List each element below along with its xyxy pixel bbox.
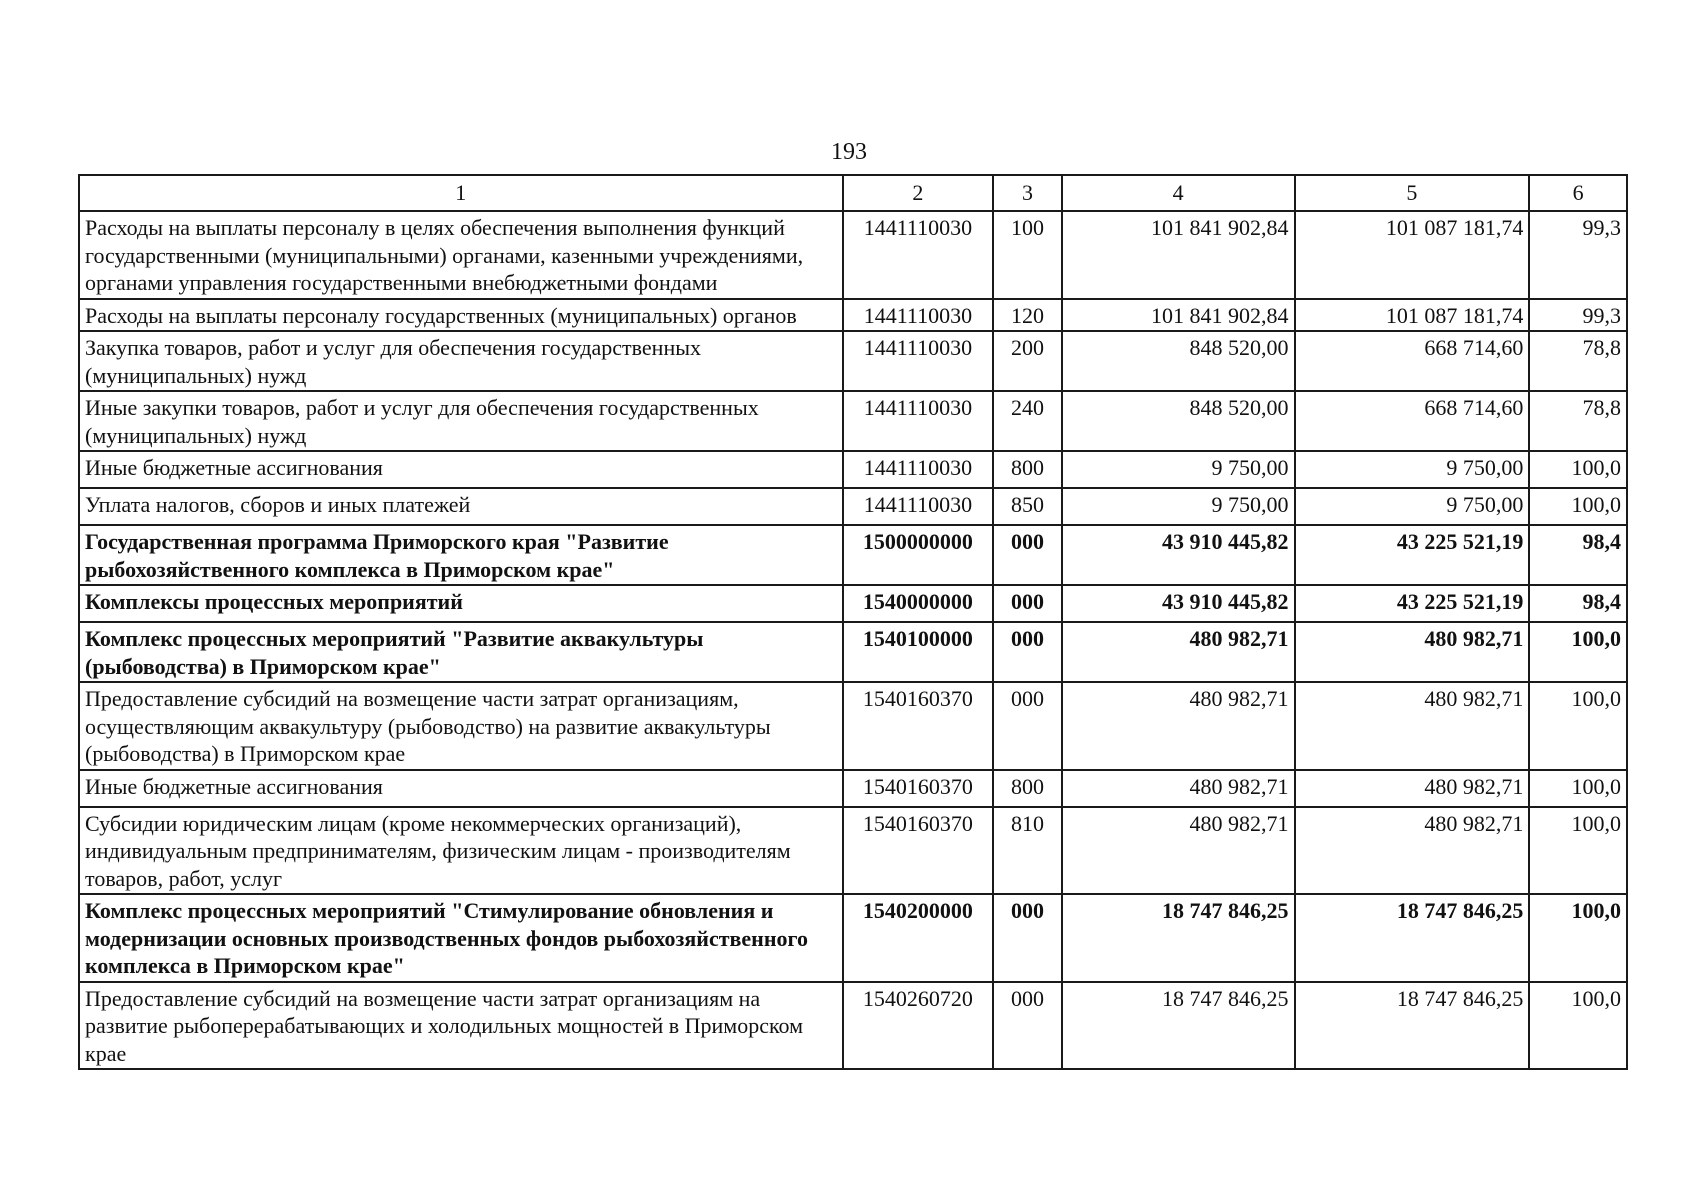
table-row	[79, 488, 1627, 525]
target-code: 1500000000	[843, 525, 994, 585]
expense-name: Государственная программа Приморского края "Развитие рыбохозяйственного комплекса в Приморском крае"	[79, 525, 843, 585]
target-code: 1441110030	[843, 299, 994, 332]
table-row	[79, 807, 1627, 895]
planned-amount: 480 982,71	[1062, 622, 1295, 682]
expense-name: Уплата налогов, сборов и иных платежей	[79, 488, 843, 525]
expense-type-code: 240	[993, 391, 1062, 451]
execution-percent: 100,0	[1529, 807, 1627, 895]
actual-amount: 18 747 846,25	[1295, 894, 1530, 982]
expense-name: Иные закупки товаров, работ и услуг для обеспечения государственных (муниципальных) нужд	[79, 391, 843, 451]
actual-amount: 480 982,71	[1295, 807, 1530, 895]
planned-amount: 18 747 846,25	[1062, 982, 1295, 1070]
planned-amount: 101 841 902,84	[1062, 211, 1295, 299]
expense-name: Субсидии юридическим лицам (кроме некоммерческих организаций), индивидуальным предпринимателям, физическим лицам - производителям товаров, работ, услуг	[79, 807, 843, 895]
table-row	[79, 451, 1627, 488]
execution-percent: 99,3	[1529, 299, 1627, 332]
table-row	[79, 770, 1627, 807]
target-code: 1441110030	[843, 488, 994, 525]
target-code: 1441110030	[843, 211, 994, 299]
planned-amount: 480 982,71	[1062, 770, 1295, 807]
target-code: 1441110030	[843, 451, 994, 488]
column-number: 2	[843, 175, 994, 211]
target-code: 1540160370	[843, 807, 994, 895]
execution-percent: 100,0	[1529, 451, 1627, 488]
actual-amount: 480 982,71	[1295, 682, 1530, 770]
expense-type-code: 800	[993, 770, 1062, 807]
execution-percent: 100,0	[1529, 682, 1627, 770]
expense-name: Иные бюджетные ассигнования	[79, 770, 843, 807]
execution-percent: 98,4	[1529, 585, 1627, 622]
column-number: 6	[1529, 175, 1627, 211]
execution-percent: 98,4	[1529, 525, 1627, 585]
column-number: 3	[993, 175, 1062, 211]
table-row	[79, 211, 1627, 299]
target-code: 1441110030	[843, 331, 994, 391]
execution-percent: 100,0	[1529, 982, 1627, 1070]
execution-percent: 100,0	[1529, 894, 1627, 982]
target-code: 1540160370	[843, 770, 994, 807]
planned-amount: 43 910 445,82	[1062, 585, 1295, 622]
budget-table	[78, 174, 1628, 1070]
actual-amount: 101 087 181,74	[1295, 299, 1530, 332]
actual-amount: 9 750,00	[1295, 488, 1530, 525]
planned-amount: 848 520,00	[1062, 331, 1295, 391]
planned-amount: 18 747 846,25	[1062, 894, 1295, 982]
expense-type-code: 000	[993, 525, 1062, 585]
target-code: 1441110030	[843, 391, 994, 451]
table-row-program	[79, 525, 1627, 585]
actual-amount: 43 225 521,19	[1295, 525, 1530, 585]
expense-name: Закупка товаров, работ и услуг для обеспечения государственных (муниципальных) нужд	[79, 331, 843, 391]
table-row-program	[79, 622, 1627, 682]
target-code: 1540100000	[843, 622, 994, 682]
planned-amount: 9 750,00	[1062, 451, 1295, 488]
expense-type-code: 000	[993, 894, 1062, 982]
expense-name: Расходы на выплаты персоналу государственных (муниципальных) органов	[79, 299, 843, 332]
expense-type-code: 000	[993, 982, 1062, 1070]
execution-percent: 78,8	[1529, 391, 1627, 451]
table-row	[79, 331, 1627, 391]
page-number: 193	[831, 139, 867, 165]
actual-amount: 101 087 181,74	[1295, 211, 1530, 299]
expense-type-code: 000	[993, 682, 1062, 770]
table-row	[79, 682, 1627, 770]
planned-amount: 480 982,71	[1062, 682, 1295, 770]
actual-amount: 668 714,60	[1295, 391, 1530, 451]
actual-amount: 9 750,00	[1295, 451, 1530, 488]
actual-amount: 668 714,60	[1295, 331, 1530, 391]
planned-amount: 848 520,00	[1062, 391, 1295, 451]
table-row-program	[79, 585, 1627, 622]
expense-type-code: 200	[993, 331, 1062, 391]
target-code: 1540000000	[843, 585, 994, 622]
expense-name: Комплексы процессных мероприятий	[79, 585, 843, 622]
table-row	[79, 299, 1627, 332]
expense-name: Комплекс процессных мероприятий "Развитие аквакультуры (рыбоводства) в Приморском крае"	[79, 622, 843, 682]
expense-type-code: 000	[993, 585, 1062, 622]
expense-type-code: 800	[993, 451, 1062, 488]
column-number: 1	[79, 175, 843, 211]
table-row	[79, 982, 1627, 1070]
expense-type-code: 810	[993, 807, 1062, 895]
execution-percent: 100,0	[1529, 488, 1627, 525]
table-row	[79, 391, 1627, 451]
expense-type-code: 000	[993, 622, 1062, 682]
expense-type-code: 100	[993, 211, 1062, 299]
planned-amount: 101 841 902,84	[1062, 299, 1295, 332]
planned-amount: 480 982,71	[1062, 807, 1295, 895]
expense-type-code: 120	[993, 299, 1062, 332]
expense-name: Расходы на выплаты персоналу в целях обеспечения выполнения функций государственными (муниципальными) органами, казенными учреждениями, органами управления государственными внебюджетными фондами	[79, 211, 843, 299]
target-code: 1540200000	[843, 894, 994, 982]
actual-amount: 480 982,71	[1295, 770, 1530, 807]
planned-amount: 9 750,00	[1062, 488, 1295, 525]
actual-amount: 480 982,71	[1295, 622, 1530, 682]
expense-name: Иные бюджетные ассигнования	[79, 451, 843, 488]
expense-name: Комплекс процессных мероприятий "Стимулирование обновления и модернизации основных производственных фондов рыбохозяйственного комплекса в Приморском крае"	[79, 894, 843, 982]
planned-amount: 43 910 445,82	[1062, 525, 1295, 585]
execution-percent: 100,0	[1529, 622, 1627, 682]
column-number: 5	[1295, 175, 1530, 211]
actual-amount: 18 747 846,25	[1295, 982, 1530, 1070]
execution-percent: 78,8	[1529, 331, 1627, 391]
target-code: 1540160370	[843, 682, 994, 770]
column-number-row	[79, 175, 1627, 211]
table-row-program	[79, 894, 1627, 982]
expense-name: Предоставление субсидий на возмещение части затрат организациям, осуществляющим аквакультуру (рыбоводство) на развитие аквакультуры (рыбоводства) в Приморском крае	[79, 682, 843, 770]
column-number: 4	[1062, 175, 1295, 211]
expense-name: Предоставление субсидий на возмещение части затрат организациям на развитие рыбоперерабатывающих и холодильных мощностей в Приморском крае	[79, 982, 843, 1070]
target-code: 1540260720	[843, 982, 994, 1070]
execution-percent: 99,3	[1529, 211, 1627, 299]
expense-type-code: 850	[993, 488, 1062, 525]
actual-amount: 43 225 521,19	[1295, 585, 1530, 622]
execution-percent: 100,0	[1529, 770, 1627, 807]
